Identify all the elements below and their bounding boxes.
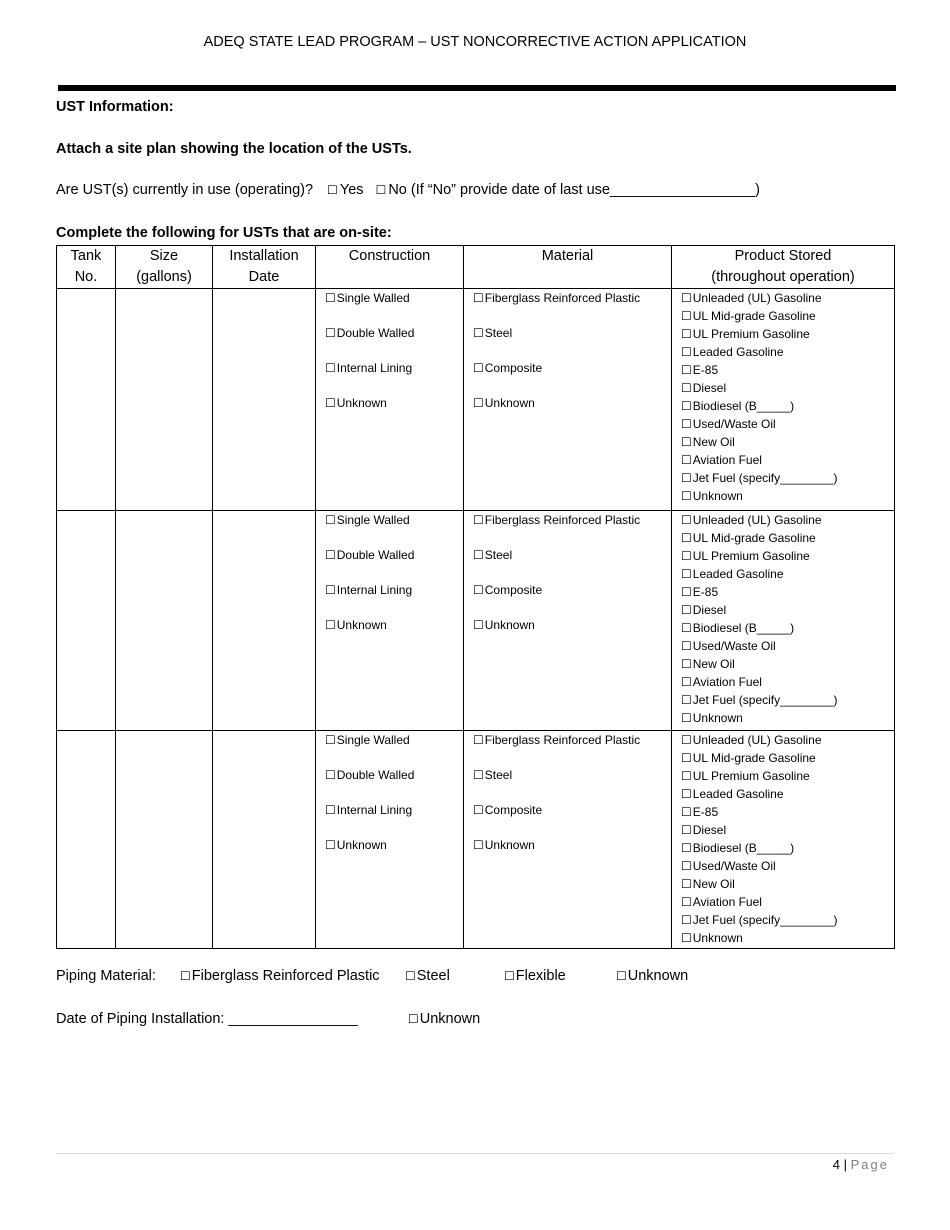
construction-option-label: Double Walled <box>336 326 415 340</box>
material-option-label: Unknown <box>484 618 535 632</box>
product-option-label: Used/Waste Oil <box>692 417 776 431</box>
product-option-label: Jet Fuel (specify________) <box>692 913 838 927</box>
no-label: No (If “No” provide date of last use__________________) <box>388 182 760 198</box>
product-option-label: Leaded Gasoline <box>692 787 784 801</box>
product-option-label: UL Premium Gasoline <box>692 327 810 341</box>
material-option[interactable] <box>473 289 671 324</box>
checkbox-icon[interactable]: ☐ <box>681 531 692 545</box>
product-option[interactable] <box>681 749 894 767</box>
product-option[interactable] <box>681 583 894 601</box>
construction-option-label: Unknown <box>336 396 387 410</box>
product-cell <box>672 731 895 949</box>
material-option-label: Fiberglass Reinforced Plastic <box>484 291 641 305</box>
size-input-cell[interactable] <box>116 511 213 731</box>
product-option[interactable] <box>681 637 894 655</box>
installation-date-input-cell[interactable] <box>213 289 316 511</box>
checkbox-icon[interactable]: ☐ <box>681 399 692 413</box>
checkbox-icon[interactable]: ☐ <box>681 841 692 855</box>
checkbox-icon[interactable]: ☐ <box>681 585 692 599</box>
product-option[interactable] <box>681 821 894 839</box>
product-option-label: Unknown <box>692 489 743 503</box>
product-option-label: E-85 <box>692 805 719 819</box>
material-option-label: Steel <box>484 326 513 340</box>
construction-option[interactable] <box>325 289 463 324</box>
no-checkbox[interactable]: ☐ <box>375 183 387 197</box>
section-title: UST Information: <box>56 99 174 115</box>
product-option[interactable] <box>681 803 894 821</box>
material-option-label: Steel <box>484 548 513 562</box>
table-header-row <box>57 246 895 289</box>
piping-option-unknown[interactable]: ☐Unknown <box>616 968 689 984</box>
table-intro: Complete the following for USTs that are on-site: <box>56 225 392 241</box>
checkbox-icon[interactable]: ☐ <box>325 583 336 597</box>
construction-option-label: Single Walled <box>336 291 410 305</box>
product-option-label: Leaded Gasoline <box>692 345 784 359</box>
header-divider <box>58 85 896 91</box>
ust-table <box>56 245 895 949</box>
checkbox-icon[interactable]: ☐ <box>681 733 692 747</box>
product-option[interactable] <box>681 487 894 505</box>
product-option-label: E-85 <box>692 585 719 599</box>
checkbox-icon[interactable]: ☐ <box>681 913 692 927</box>
construction-option-label: Unknown <box>336 618 387 632</box>
product-option-label: Aviation Fuel <box>692 675 762 689</box>
checkbox-icon[interactable]: ☐ <box>473 618 484 632</box>
checkbox-icon[interactable]: ☐ <box>325 396 336 410</box>
product-option[interactable] <box>681 709 894 727</box>
size-input-cell[interactable] <box>116 731 213 949</box>
product-option[interactable] <box>681 565 894 583</box>
checkbox-icon[interactable]: ☐ <box>681 877 692 891</box>
checkbox-icon[interactable]: ☐ <box>325 326 336 340</box>
material-option[interactable] <box>473 359 671 394</box>
construction-option[interactable] <box>325 324 463 359</box>
checkbox-icon[interactable]: ☐ <box>681 823 692 837</box>
checkbox-icon[interactable]: ☐ <box>325 618 336 632</box>
product-option-label: Biodiesel (B_____) <box>692 841 795 855</box>
material-option[interactable] <box>473 731 671 766</box>
material-option-label: Fiberglass Reinforced Plastic <box>484 513 641 527</box>
checkbox-icon[interactable]: ☐ <box>681 751 692 765</box>
tank-row <box>57 511 895 731</box>
product-option[interactable] <box>681 397 894 415</box>
checkbox-icon[interactable]: ☐ <box>681 309 692 323</box>
checkbox-icon[interactable]: ☐ <box>681 931 692 945</box>
checkbox-icon[interactable]: ☐ <box>681 657 692 671</box>
product-option-label: Unknown <box>692 931 743 945</box>
product-option[interactable] <box>681 451 894 469</box>
tank-no-input-cell[interactable] <box>57 731 116 949</box>
page-separator: | <box>843 1157 847 1172</box>
material-option[interactable] <box>473 616 671 651</box>
tank-no-input-cell[interactable] <box>57 289 116 511</box>
size-input-cell[interactable] <box>116 289 213 511</box>
in-use-question-label: Are UST(s) currently in use (operating)? <box>56 182 314 198</box>
product-option[interactable] <box>681 619 894 637</box>
product-option-label: Diesel <box>692 823 727 837</box>
product-option[interactable] <box>681 469 894 487</box>
tank-row <box>57 731 895 949</box>
product-option-label: Diesel <box>692 603 727 617</box>
checkbox-icon[interactable]: ☐ <box>473 838 484 852</box>
construction-option-label: Internal Lining <box>336 583 413 597</box>
checkbox-icon[interactable]: ☐ <box>681 453 692 467</box>
construction-option-label: Internal Lining <box>336 803 413 817</box>
installation-date-input-cell[interactable] <box>213 511 316 731</box>
product-option[interactable] <box>681 289 894 307</box>
product-option[interactable] <box>681 839 894 857</box>
checkbox-icon[interactable]: ☐ <box>681 769 692 783</box>
product-option[interactable] <box>681 511 894 529</box>
product-option-label: Unleaded (UL) Gasoline <box>692 733 822 747</box>
construction-option-label: Single Walled <box>336 513 410 527</box>
material-option[interactable] <box>473 801 671 836</box>
product-option-label: UL Premium Gasoline <box>692 769 810 783</box>
piping-date-unknown[interactable]: ☐Unknown <box>408 1011 481 1027</box>
checkbox-icon[interactable]: ☐ <box>681 435 692 449</box>
product-option-label: Leaded Gasoline <box>692 567 784 581</box>
product-option-label: Biodiesel (B_____) <box>692 621 795 635</box>
product-option-label: Unleaded (UL) Gasoline <box>692 291 822 305</box>
construction-option-label: Internal Lining <box>336 361 413 375</box>
product-option[interactable] <box>681 433 894 451</box>
checkbox-icon[interactable]: ☐ <box>681 787 692 801</box>
checkbox-icon[interactable]: ☐ <box>473 291 484 305</box>
checkbox-icon[interactable]: ☐ <box>325 733 336 747</box>
construction-cell <box>316 731 464 949</box>
construction-option[interactable] <box>325 731 463 766</box>
checkbox-icon[interactable]: ☐ <box>473 326 484 340</box>
construction-option-label: Unknown <box>336 838 387 852</box>
checkbox-icon[interactable]: ☐ <box>325 803 336 817</box>
checkbox-icon[interactable]: ☐ <box>325 361 336 375</box>
checkbox-icon[interactable]: ☐ <box>681 327 692 341</box>
header-construction: Construction <box>316 246 464 289</box>
material-option-label: Composite <box>484 583 543 597</box>
construction-option-label: Double Walled <box>336 768 415 782</box>
material-option[interactable] <box>473 581 671 616</box>
yes-label: Yes <box>339 182 364 198</box>
material-option[interactable] <box>473 511 671 546</box>
checkbox-icon[interactable]: ☐ <box>473 768 484 782</box>
tank-no-input-cell[interactable] <box>57 511 116 731</box>
product-option[interactable] <box>681 673 894 691</box>
product-option[interactable] <box>681 785 894 803</box>
construction-option[interactable] <box>325 836 463 871</box>
product-option[interactable] <box>681 415 894 433</box>
product-option-label: New Oil <box>692 657 735 671</box>
piping-date-label[interactable]: Date of Piping Installation: ________________ <box>56 1011 358 1027</box>
construction-option[interactable] <box>325 766 463 801</box>
construction-option[interactable] <box>325 581 463 616</box>
checkbox-icon[interactable]: ☐ <box>473 513 484 527</box>
material-option-label: Fiberglass Reinforced Plastic <box>484 733 641 747</box>
product-option[interactable] <box>681 547 894 565</box>
construction-option[interactable] <box>325 394 463 429</box>
page-word: Page <box>850 1157 889 1172</box>
header-material: Material <box>464 246 672 289</box>
checkbox-icon[interactable]: ☐ <box>681 675 692 689</box>
attach-site-plan-note: Attach a site plan showing the location of the USTs. <box>56 141 412 157</box>
material-option-label: Composite <box>484 803 543 817</box>
product-cell <box>672 289 895 511</box>
product-option-label: UL Premium Gasoline <box>692 549 810 563</box>
checkbox-icon[interactable]: ☐ <box>681 363 692 377</box>
construction-option-label: Double Walled <box>336 548 415 562</box>
product-option-label: Used/Waste Oil <box>692 859 776 873</box>
product-option[interactable] <box>681 325 894 343</box>
checkbox-icon[interactable]: ☐ <box>681 621 692 635</box>
installation-date-input-cell[interactable] <box>213 731 316 949</box>
checkbox-icon[interactable]: ☐ <box>325 513 336 527</box>
material-option-label: Steel <box>484 768 513 782</box>
product-option-label: E-85 <box>692 363 719 377</box>
product-option-label: Unknown <box>692 711 743 725</box>
checkbox-icon[interactable]: ☐ <box>473 583 484 597</box>
product-option[interactable] <box>681 361 894 379</box>
checkbox-icon[interactable]: ☐ <box>681 291 692 305</box>
product-option[interactable] <box>681 343 894 361</box>
checkbox-icon[interactable]: ☐ <box>681 711 692 725</box>
checkbox-icon[interactable]: ☐ <box>681 693 692 707</box>
construction-cell <box>316 289 464 511</box>
piping-material-row <box>56 968 689 984</box>
product-option-label: Used/Waste Oil <box>692 639 776 653</box>
checkbox-icon[interactable]: ☐ <box>681 859 692 873</box>
page-footer <box>833 1157 889 1172</box>
construction-option[interactable] <box>325 801 463 836</box>
product-option-label: UL Mid-grade Gasoline <box>692 531 816 545</box>
checkbox-icon[interactable]: ☐ <box>325 838 336 852</box>
header-size: Size (gallons) <box>116 246 213 289</box>
product-option-label: Aviation Fuel <box>692 895 762 909</box>
checkbox-icon[interactable]: ☐ <box>681 603 692 617</box>
material-cell <box>464 289 672 511</box>
product-option[interactable] <box>681 893 894 911</box>
construction-cell <box>316 511 464 731</box>
product-option-label: UL Mid-grade Gasoline <box>692 751 816 765</box>
material-option[interactable] <box>473 766 671 801</box>
construction-option[interactable] <box>325 546 463 581</box>
checkbox-icon[interactable]: ☐ <box>473 361 484 375</box>
material-cell <box>464 731 672 949</box>
product-option-label: Unleaded (UL) Gasoline <box>692 513 822 527</box>
checkbox-icon[interactable]: ☐ <box>473 396 484 410</box>
construction-option[interactable] <box>325 511 463 546</box>
product-option-label: Aviation Fuel <box>692 453 762 467</box>
material-cell <box>464 511 672 731</box>
checkbox-icon[interactable]: ☐ <box>681 895 692 909</box>
product-option[interactable] <box>681 691 894 709</box>
page-number: 4 <box>832 1157 840 1172</box>
product-option[interactable] <box>681 529 894 547</box>
product-option-label: Jet Fuel (specify________) <box>692 471 838 485</box>
checkbox-icon[interactable]: ☐ <box>681 567 692 581</box>
product-option-label: New Oil <box>692 877 735 891</box>
material-option-label: Unknown <box>484 396 535 410</box>
product-option[interactable] <box>681 379 894 397</box>
piping-date-row <box>56 1011 481 1027</box>
checkbox-icon[interactable]: ☐ <box>473 548 484 562</box>
checkbox-icon[interactable]: ☐ <box>473 803 484 817</box>
product-option-label: New Oil <box>692 435 735 449</box>
product-option[interactable] <box>681 875 894 893</box>
construction-option[interactable] <box>325 616 463 651</box>
checkbox-icon[interactable]: ☐ <box>325 768 336 782</box>
piping-option-steel[interactable]: ☐Steel <box>405 968 450 984</box>
checkbox-icon[interactable]: ☐ <box>681 549 692 563</box>
material-option[interactable] <box>473 324 671 359</box>
checkbox-icon[interactable]: ☐ <box>681 471 692 485</box>
piping-material-label: Piping Material: <box>56 968 156 984</box>
header-product-stored: Product Stored (throughout operation) <box>672 246 895 289</box>
product-option-label: Biodiesel (B_____) <box>692 399 795 413</box>
footer-divider <box>56 1153 894 1154</box>
checkbox-icon[interactable]: ☐ <box>325 291 336 305</box>
header-installation-date: Installation Date <box>213 246 316 289</box>
product-option-label: Diesel <box>692 381 727 395</box>
piping-option-flexible[interactable]: ☐Flexible <box>504 968 566 984</box>
page-header-title: ADEQ STATE LEAD PROGRAM – UST NONCORRECTIVE ACTION APPLICATION <box>203 34 747 50</box>
checkbox-icon[interactable]: ☐ <box>681 489 692 503</box>
tank-row <box>57 289 895 511</box>
product-option-label: UL Mid-grade Gasoline <box>692 309 816 323</box>
product-option-label: Jet Fuel (specify________) <box>692 693 838 707</box>
checkbox-icon[interactable]: ☐ <box>681 513 692 527</box>
product-option[interactable] <box>681 731 894 749</box>
header-tank-no: Tank No. <box>57 246 116 289</box>
product-option[interactable] <box>681 857 894 875</box>
material-option[interactable] <box>473 546 671 581</box>
construction-option-label: Single Walled <box>336 733 410 747</box>
material-option-label: Unknown <box>484 838 535 852</box>
checkbox-icon[interactable]: ☐ <box>681 345 692 359</box>
piping-option-frp[interactable]: ☐Fiberglass Reinforced Plastic <box>180 968 380 984</box>
in-use-question <box>56 182 762 198</box>
product-option[interactable] <box>681 767 894 785</box>
checkbox-icon[interactable]: ☐ <box>473 733 484 747</box>
product-option[interactable] <box>681 601 894 619</box>
product-option[interactable] <box>681 911 894 929</box>
checkbox-icon[interactable]: ☐ <box>681 417 692 431</box>
product-option[interactable] <box>681 307 894 325</box>
checkbox-icon[interactable]: ☐ <box>681 381 692 395</box>
checkbox-icon[interactable]: ☐ <box>325 548 336 562</box>
construction-option[interactable] <box>325 359 463 394</box>
material-option[interactable] <box>473 836 671 871</box>
material-option[interactable] <box>473 394 671 429</box>
product-option[interactable] <box>681 929 894 947</box>
yes-checkbox[interactable]: ☐ <box>327 183 338 197</box>
product-cell <box>672 511 895 731</box>
checkbox-icon[interactable]: ☐ <box>681 805 692 819</box>
checkbox-icon[interactable]: ☐ <box>681 639 692 653</box>
material-option-label: Composite <box>484 361 543 375</box>
product-option[interactable] <box>681 655 894 673</box>
